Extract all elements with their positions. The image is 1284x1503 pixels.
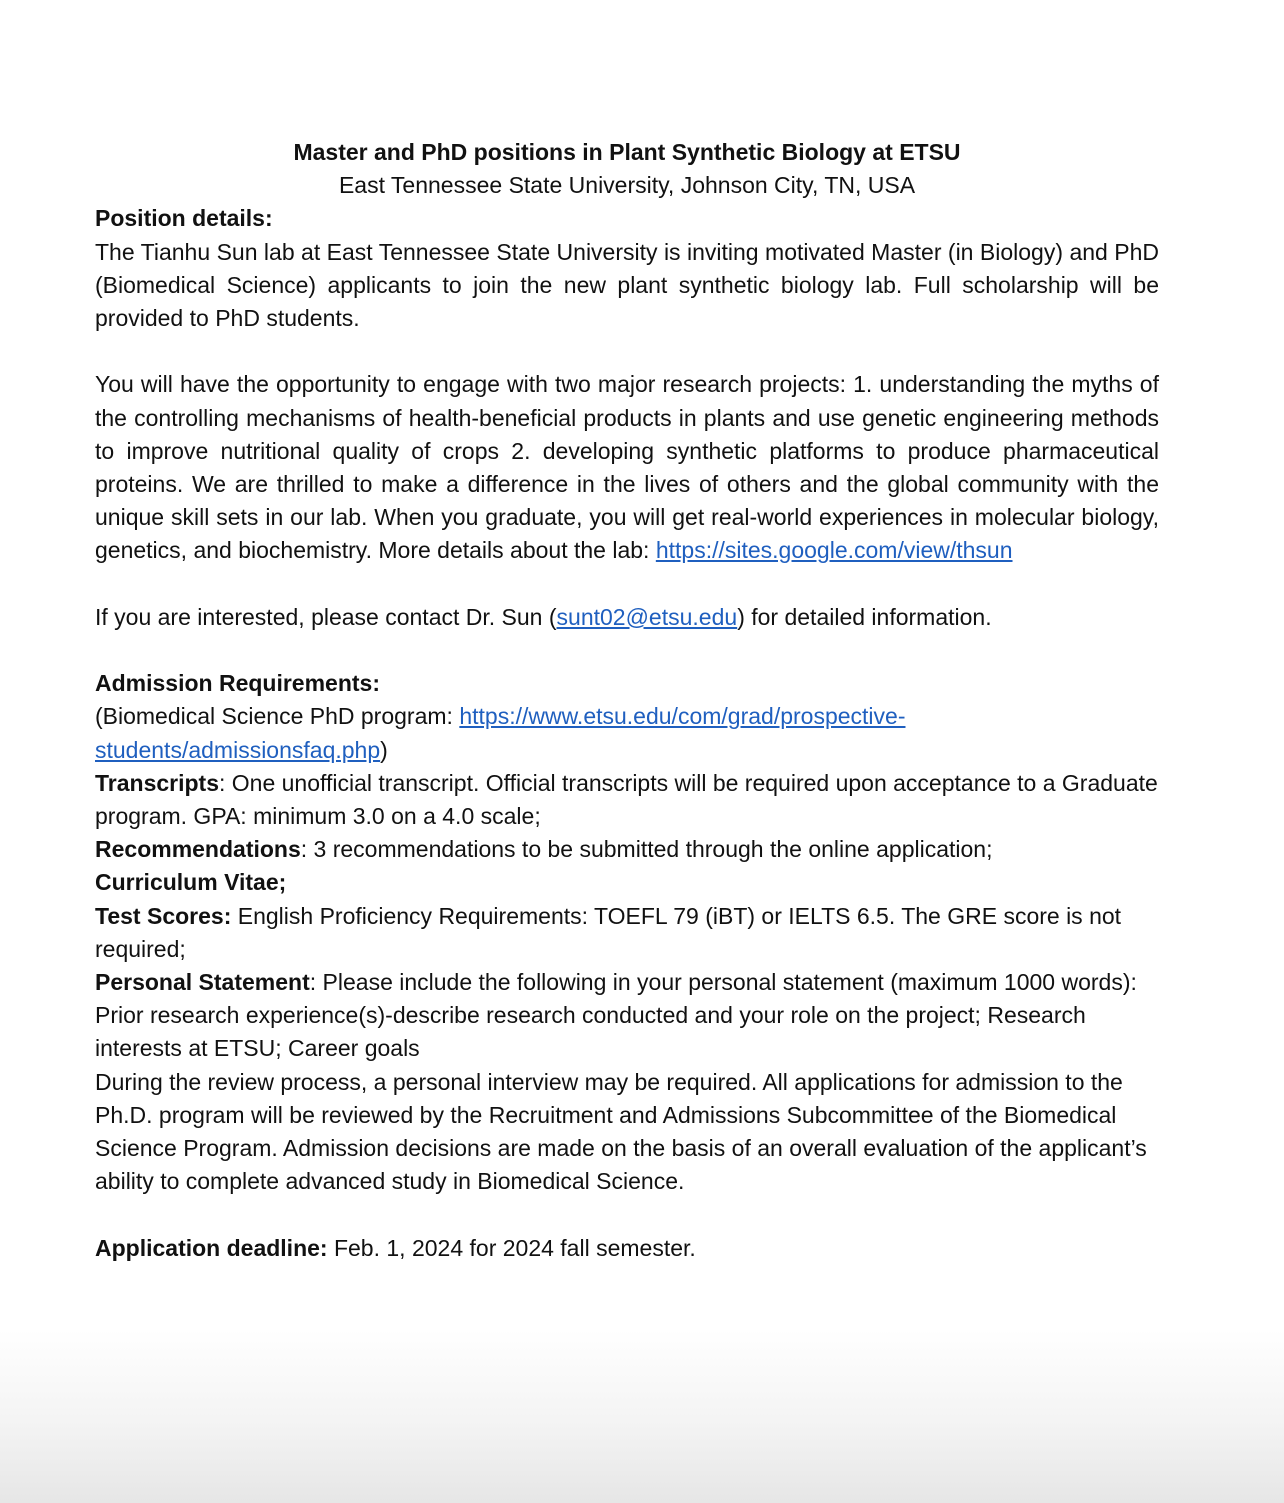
- research-projects-text: You will have the opportunity to engage with two major research projects: 1. understanding the myths of the controlling mechanisms of health-beneficial products in plants and use genetic engineering methods to improve nutritional quality of crops 2. developing synthetic platforms to produce pharmaceutical proteins. We are thrilled to make a difference in the lives of others and the global community with the unique skill sets in our lab. When you graduate, you will get real-world experiences in molecular biology, genetics, and biochemistry. More details about the lab:: [95, 371, 1159, 564]
- research-projects-paragraph: [95, 368, 1159, 567]
- test-scores-text: English Proficiency Requirements: TOEFL 79 (iBT) or IELTS 6.5. The GRE score is not required;: [95, 902, 1122, 962]
- contact-text-before: If you are interested, please contact Dr. Sun (: [95, 603, 557, 630]
- recommendations-requirement: [95, 833, 1159, 866]
- program-faq-link[interactable]: https://www.etsu.edu/com/grad/prospective-students/admissionsfaq.php: [95, 703, 906, 763]
- contact-email-link[interactable]: sunt02@etsu.edu: [556, 603, 738, 630]
- recommendations-text: : 3 recommendations to be submitted through the online application;: [300, 836, 993, 863]
- deadline-text: Feb. 1, 2024 for 2024 fall semester.: [327, 1234, 696, 1261]
- test-scores-label: Test Scores:: [95, 902, 232, 929]
- page-title: Master and PhD positions in Plant Synthetic Biology at ETSU: [293, 139, 961, 165]
- deadline-label: Application deadline:: [95, 1234, 328, 1261]
- personal-statement-label: Personal Statement: [95, 969, 310, 996]
- contact-paragraph: [95, 601, 1159, 634]
- document-page: [95, 136, 1159, 1265]
- recommendations-label: Recommendations: [95, 836, 301, 863]
- spacer: [95, 1198, 1159, 1231]
- transcripts-text: : One unofficial transcript. Official transcripts will be required upon acceptance to a Graduate program. GPA: minimum 3.0 on a 4.0 scale;: [95, 769, 1158, 830]
- review-process-paragraph: During the review process, a personal interview may be required. All applications for admission to the Ph.D. program will be reviewed by the Recruitment and Admissions Subcommittee of the Biomedical Science Program. Admission decisions are made on the basis of an overall evaluation of the applicant’s ability to complete advanced study in Biomedical Science.: [95, 1068, 1147, 1195]
- program-suffix: ): [380, 736, 388, 763]
- page-subtitle: East Tennessee State University, Johnson City, TN, USA: [338, 172, 916, 199]
- application-deadline: [95, 1232, 1159, 1265]
- transcripts-requirement: [95, 767, 1159, 833]
- position-intro-paragraph: The Tianhu Sun lab at East Tennessee State University is inviting motivated Master (in Biology) and PhD (Biomedical Science) applicants to join the new plant synthetic biology lab. Full scholarship will be provided to PhD students.: [95, 238, 1159, 332]
- position-details-heading: Position details:: [95, 205, 273, 232]
- spacer: [95, 335, 1159, 368]
- program-prefix: (Biomedical Science PhD program:: [95, 703, 460, 730]
- cv-requirement: [95, 866, 1159, 899]
- personal-statement-requirement: [95, 966, 1159, 1066]
- spacer: [95, 634, 1159, 667]
- test-scores-requirement: [95, 900, 1159, 966]
- lab-website-link[interactable]: https://sites.google.com/view/thsun: [655, 537, 1013, 564]
- spacer: [95, 568, 1159, 601]
- contact-text-after: ) for detailed information.: [737, 603, 992, 630]
- admission-requirements-heading: Admission Requirements:: [95, 670, 380, 697]
- personal-statement-text: : Please include the following in your personal statement (maximum 1000 words): Prior research experience(s)-describe research conducted and your role on the project; Research interests at ETSU; Career goals: [95, 969, 1137, 1062]
- transcripts-label: Transcripts: [95, 769, 219, 796]
- program-link-paragraph: [95, 700, 1159, 766]
- cv-label: Curriculum Vitae;: [95, 869, 287, 896]
